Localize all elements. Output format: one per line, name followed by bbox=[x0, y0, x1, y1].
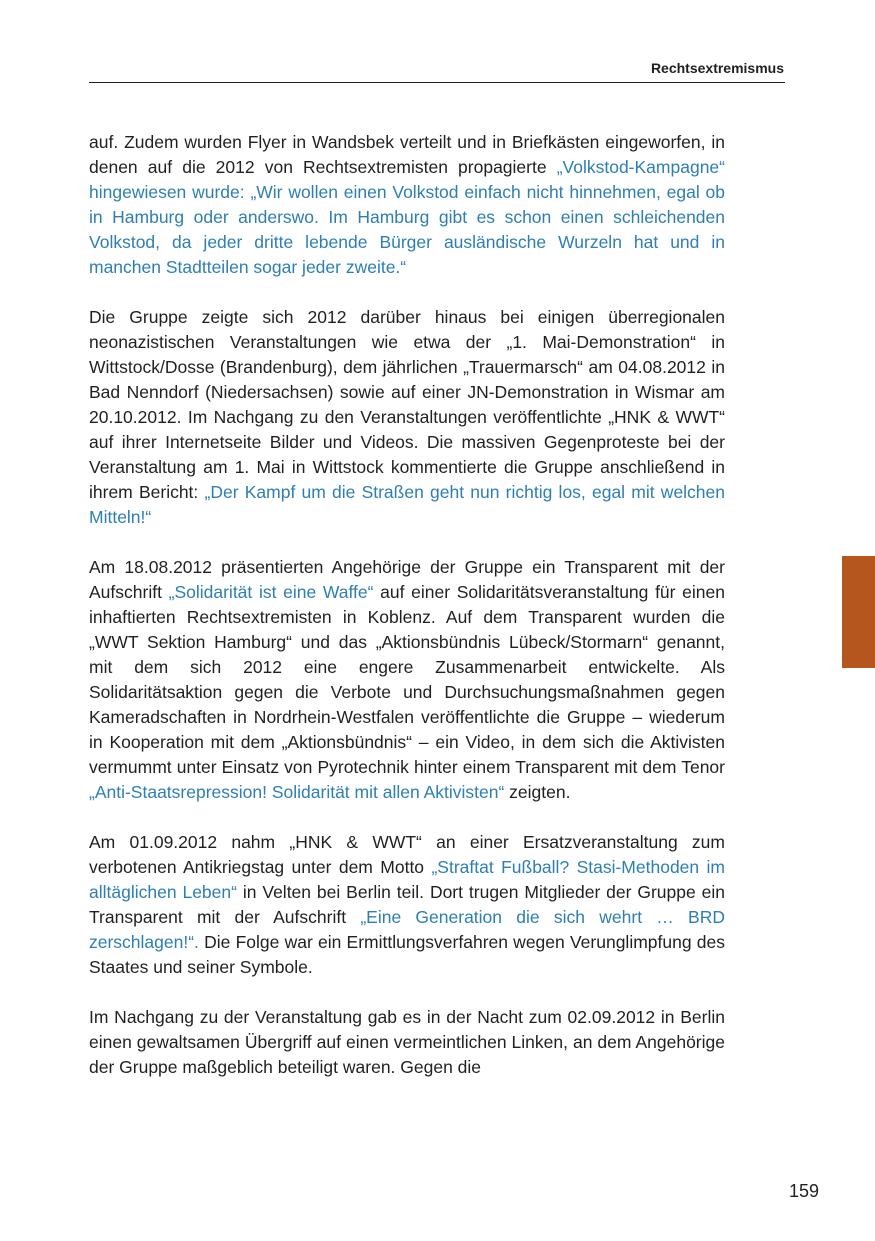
paragraph-text: auf einer Solidaritätsveranstaltung für einen inhaftierten Rechtsextremisten in Koblenz. Auf dem Transparent wurden die „WWT Sektion Hamburg“ und das „Aktionsbündnis Lübeck/​Stormarn“ genannt, mit dem sich 2012 eine engere Zusammenarbeit entwickelte. Als Solidaritätsaktion gegen die Verbote und Durchsuchungsmaßnahmen gegen Kameradschaften in Nordrhein-Westfalen veröffentlichte die Gruppe – wiederum in Kooperation mit dem „Aktionsbündnis“ – ein Video, in dem sich die Aktivisten vermummt unter Einsatz von Pyrotechnik hinter einem Transparent mit dem Tenor bbox=[89, 582, 725, 777]
quoted-text: „Straftat Fußball? Stasi-Methoden im alltäglichen Leben“ bbox=[89, 857, 725, 902]
paragraph-text: auf. Zudem wurden Flyer in Wandsbek verteilt und in Briefkästen eingeworfen, in denen auf die 2012 von Rechtsextremisten propagierte bbox=[89, 132, 725, 177]
header-rule bbox=[89, 82, 785, 83]
paragraph bbox=[89, 555, 725, 805]
quoted-text: „Der Kampf um die Straßen geht nun richtig los, egal mit welchen Mitteln!“ bbox=[89, 482, 726, 527]
quoted-text: „Anti-Staatsrepression! Solidarität mit allen Aktivisten“ bbox=[89, 782, 505, 802]
paragraph-text: Die Folge war ein Ermittlungsverfahren wegen Verunglimpfung des Staates und seiner Symbole. bbox=[89, 932, 725, 977]
paragraph-text: Die Gruppe zeigte sich 2012 darüber hinaus bei einigen überregionalen neonazistischen Veranstaltungen wie etwa der „1. Mai-Demonstration“ in Wittstock/Dosse (Brandenburg), dem jährlichen „Trauermarsch“ am 04.08.2012 in Bad Nenndorf (Niedersachsen) sowie auf einer JN-Demonstration in Wismar am 20.10.2012. Im Nachgang zu den Veranstaltungen veröffentlichte „HNK & WWT“ auf ihrer Internetseite Bilder und Videos. Die massiven Gegenproteste bei der Veranstaltung am 1. Mai in Wittstock kommentierte die Gruppe anschließend in ihrem Bericht: bbox=[89, 307, 725, 502]
paragraph-text: Am 18.08.2012 präsentierten Angehörige der Gruppe ein Transparent mit der Aufschrift bbox=[89, 557, 725, 602]
paragraph-text: Im Nachgang zu der Veranstaltung gab es in der Nacht zum 02.09.2012 in Berlin einen gewaltsamen Übergriff auf einen vermeintlichen Linken, an dem Angehörige der Gruppe maßgeblich beteiligt waren. Gegen die bbox=[89, 1007, 725, 1077]
page-number: 159 bbox=[788, 1181, 819, 1201]
body-text bbox=[89, 130, 725, 1080]
paragraph-text: in Velten bei Berlin teil. Dort trugen Mitglieder der Gruppe ein Transparent mit der Aufschrift bbox=[89, 882, 725, 927]
paragraph bbox=[89, 305, 725, 530]
paragraph-text: Am 01.09.2012 nahm „HNK & WWT“ an einer Ersatzveranstaltung zum verbotenen Antikriegstag unter dem Motto bbox=[89, 832, 725, 877]
quoted-text: „Eine Generation die sich wehrt … BRD zerschlagen!“. bbox=[89, 907, 726, 952]
quoted-text: „Solidarität ist eine Waffe“ bbox=[168, 582, 374, 602]
quoted-text: „Volkstod-Kampagne“ hingewiesen wurde: „Wir wollen einen Volkstod einfach nicht hinnehmen, egal ob in Hamburg oder anderswo. Im Hamburg gibt es schon einen schleichenden Volkstod, da jeder dritte lebende Bürger ausländische Wurzeln hat und in manchen Stadtteilen sogar jeder zweite.“ bbox=[89, 157, 725, 277]
paragraph bbox=[89, 1005, 725, 1080]
paragraph-text: zeigten. bbox=[504, 782, 571, 802]
paragraph bbox=[89, 130, 725, 280]
running-header-title: Rechtsextremismus bbox=[650, 60, 784, 76]
paragraph bbox=[89, 830, 725, 980]
chapter-tab-marker bbox=[842, 556, 875, 668]
